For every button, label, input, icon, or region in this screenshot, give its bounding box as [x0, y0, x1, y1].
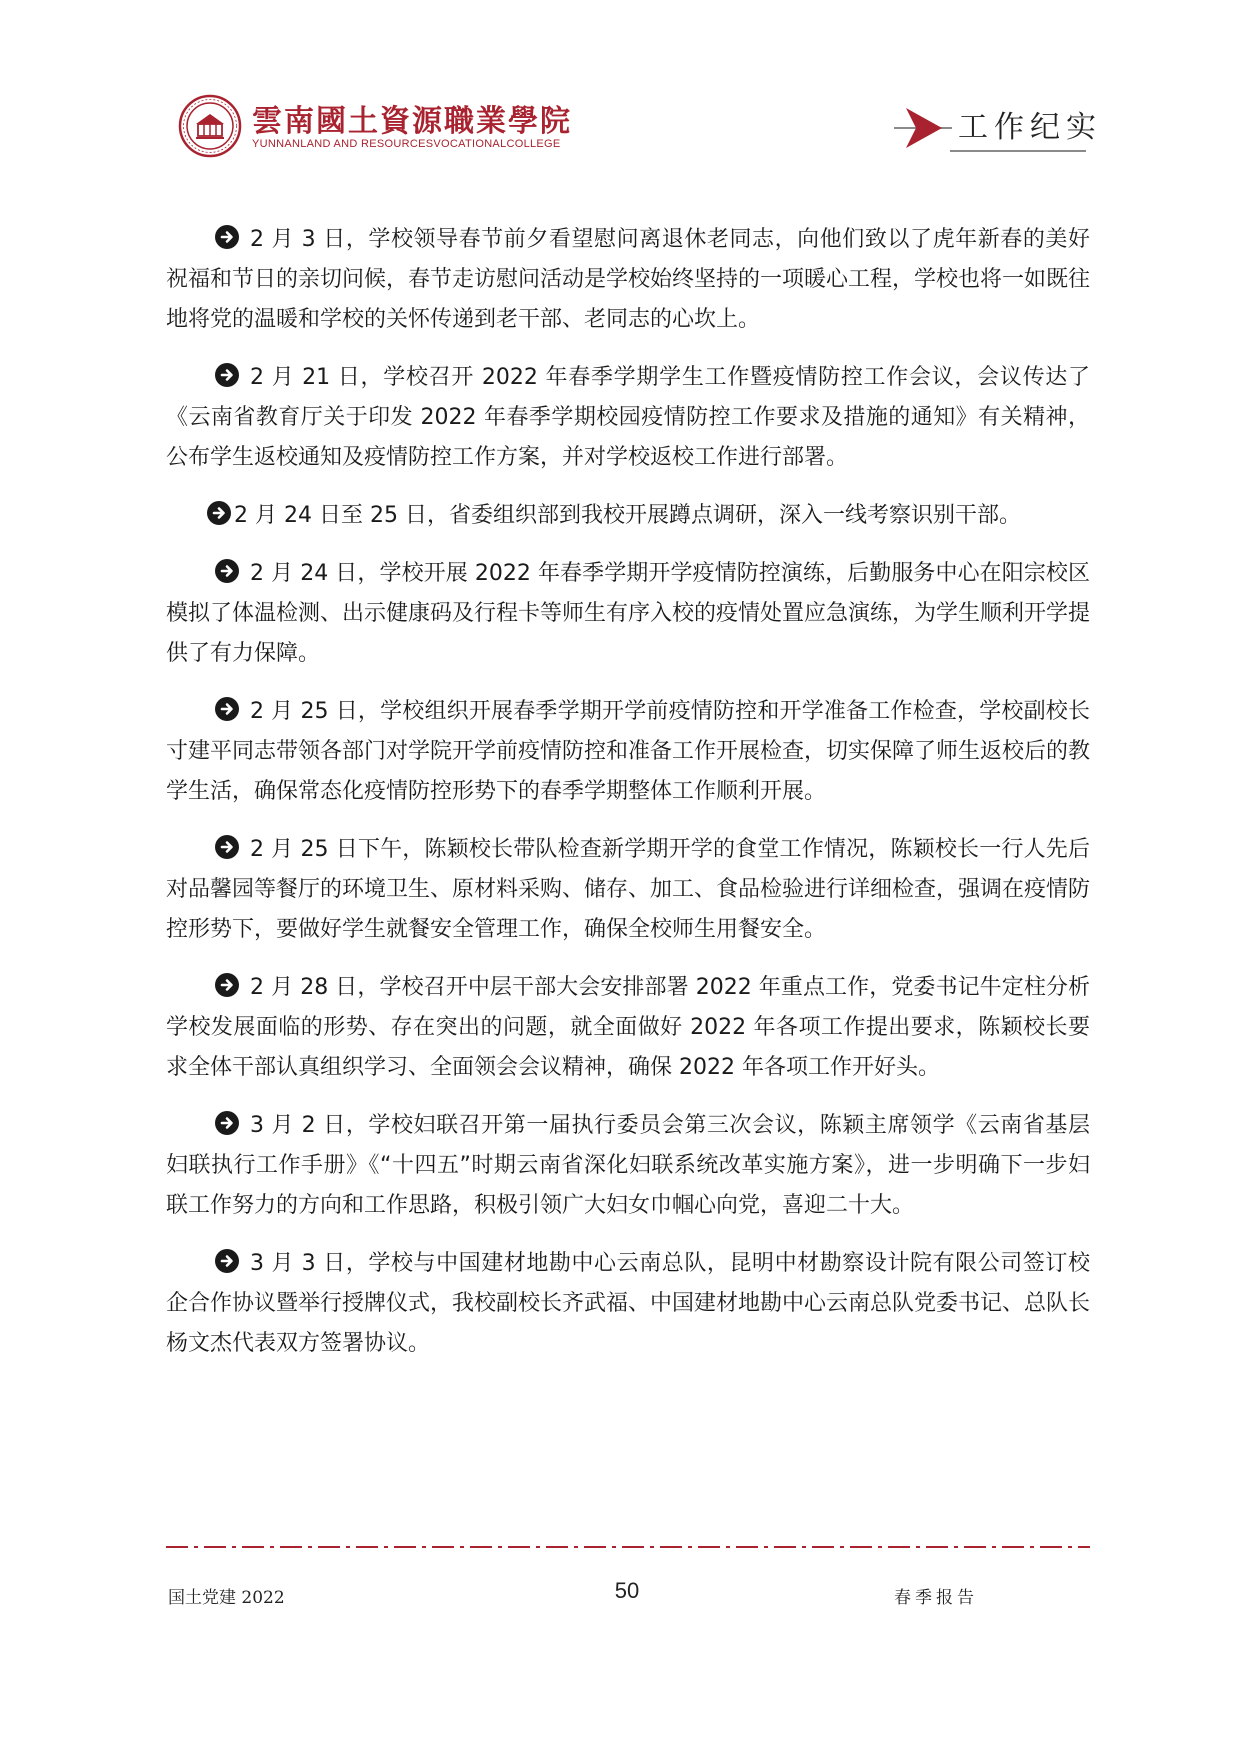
paragraph-2: [166, 358, 1090, 478]
page-number: 50: [614, 1578, 640, 1603]
arrow-circle-right-icon: [214, 1110, 240, 1136]
paragraph-1: [166, 220, 1090, 340]
paragraph-8: [166, 1106, 1090, 1226]
paragraph-text: 2 月 25 日，学校组织开展春季学期开学前疫情防控和开学准备工作检查，学校副校长寸建平同志带领各部门对学院开学前疫情防控和准备工作开展检查，切实保障了师生返校后的教学生活，确保常态化疫情防控形势下的春季学期整体工作顺利开展。: [166, 699, 1091, 804]
college-name-cn: 雲南國土資源職業學院: [252, 104, 572, 139]
arrow-circle-right-icon: [214, 696, 240, 722]
college-seal-icon: [178, 94, 242, 158]
arrow-circle-right-icon: [214, 834, 240, 860]
paragraph-text: 2 月 24 日，学校开展 2022 年春季学期开学疫情防控演练，后勤服务中心在阳宗校区模拟了体温检测、出示健康码及行程卡等师生有序入校的疫情处置应急演练，为学生顺利开学提供了有力保障。: [166, 561, 1091, 666]
arrow-circle-right-icon: [214, 558, 240, 584]
paragraph-text: 3 月 2 日，学校妇联召开第一届执行委员会第三次会议，陈颖主席领学《云南省基层妇联执行工作手册》《“十四五”时期云南省深化妇联系统改革实施方案》，进一步明确下一步妇联工作努力的方向和工作思路，积极引领广大妇女巾帼心向党，喜迎二十大。: [166, 1113, 1090, 1218]
paragraph-text: 2 月 21 日，学校召开 2022 年春季学期学生工作暨疫情防控工作会议，会议传达了《云南省教育厅关于印发 2022 年春季学期校园疫情防控工作要求及措施的通知》有关精神，公布学生返校通知及疫情防控工作方案，并对学校返校工作进行部署。: [166, 365, 1090, 470]
college-name-en: YUNNANLAND AND RESOURCESVOCATIONALCOLLEGE: [252, 138, 561, 150]
main-content: [166, 220, 1090, 1382]
paragraph-5: [166, 692, 1090, 812]
paragraph-text: 2 月 25 日下午，陈颖校长带队检查新学期开学的食堂工作情况，陈颖校长一行人先后对品馨园等餐厅的环境卫生、原材料采购、储存、加工、食品检验进行详细检查，强调在疫情防控形势下，要做好学生就餐安全管理工作，确保全校师生用餐安全。: [166, 837, 1091, 942]
page-header: [0, 88, 1240, 168]
paragraph-text: 3 月 3 日，学校与中国建材地勘中心云南总队，昆明中材勘察设计院有限公司签订校企合作协议暨举行授牌仪式，我校副校长齐武福、中国建材地勘中心云南总队党委书记、总队长杨文杰代表双方签署协议。: [166, 1251, 1091, 1356]
arrow-circle-right-icon: [214, 362, 240, 388]
section-title: 工作纪实: [958, 110, 1102, 145]
paragraph-3: [166, 496, 1090, 536]
paragraph-text: 2 月 3 日，学校领导春节前夕看望慰问离退休老同志，向他们致以了虎年新春的美好祝福和节日的亲切问候，春节走访慰问活动是学校始终坚持的一项暖心工程，学校也将一如既往地将党的温暖和学校的关怀传递到老干部、老同志的心坎上。: [166, 227, 1091, 332]
arrow-circle-right-icon: [206, 500, 232, 526]
paragraph-9: [166, 1244, 1090, 1364]
paragraph-7: [166, 968, 1090, 1088]
paragraph-text: 2 月 24 日至 25 日，省委组织部到我校开展蹲点调研，深入一线考察识别干部。: [234, 503, 1021, 528]
section-title-underline: [950, 150, 1086, 152]
footer-publication: 国土党建 2022: [168, 1588, 285, 1608]
paragraph-4: [166, 554, 1090, 674]
arrow-circle-right-icon: [214, 972, 240, 998]
arrow-circle-right-icon: [214, 1248, 240, 1274]
paragraph-6: [166, 830, 1090, 950]
paragraph-text: 2 月 28 日，学校召开中层干部大会安排部署 2022 年重点工作，党委书记牛定柱分析学校发展面临的形势、存在突出的问题，就全面做好 2022 年各项工作提出要求，陈颖校长要求全体干部认真组织学习、全面领会会议精神，确保 2022 年各项工作开好头。: [166, 975, 1090, 1080]
chevron-arrow-icon: [894, 106, 952, 150]
footer-dash-dot-rule: [166, 1545, 1090, 1549]
arrow-circle-right-icon: [214, 224, 240, 250]
footer-report-name: 春季报告: [894, 1588, 978, 1608]
